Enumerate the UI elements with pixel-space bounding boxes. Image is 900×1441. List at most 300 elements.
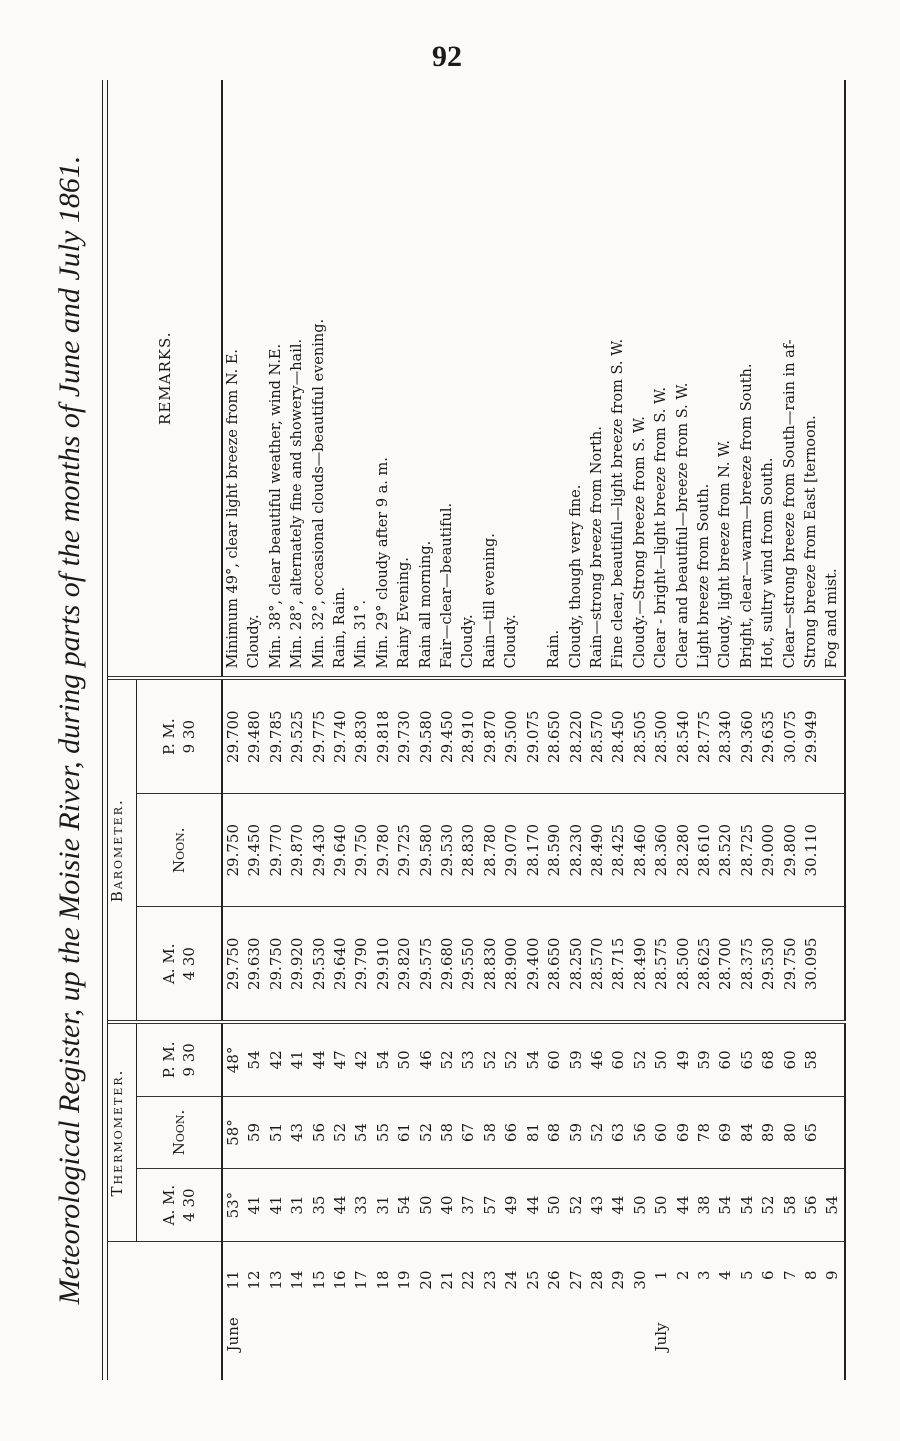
remarks-cell: Min. 28°, alternately fine and showery—hail. xyxy=(287,80,308,678)
remarks-cell: Clear - bright—light breeze from S. W. xyxy=(651,80,672,678)
thermo-pm-cell: 54 xyxy=(523,1022,544,1096)
date-cell xyxy=(822,1241,844,1380)
table-row xyxy=(394,80,415,1380)
thermo-pm-cell: 52 xyxy=(437,1022,458,1096)
baro-noon-cell: 28.360 xyxy=(651,793,672,907)
thermo-pm-cell: 65 xyxy=(737,1022,758,1096)
thermo-noon-cell: 52 xyxy=(587,1096,608,1169)
baro-pm-cell: 28.910 xyxy=(458,678,479,793)
thermo-am-cell: 41 xyxy=(244,1169,265,1242)
thermo-am-cell: 44 xyxy=(523,1169,544,1242)
thermo-noon-cell: 56 xyxy=(630,1096,651,1169)
thermo-noon-cell: 65 xyxy=(801,1096,822,1169)
day-label: 24 xyxy=(502,1270,521,1290)
thermo-noon-cell: 61 xyxy=(394,1096,415,1169)
thermo-noon-cell: 80 xyxy=(780,1096,801,1169)
date-cell xyxy=(222,1241,244,1380)
remarks-cell: Min. 32°, occasional clouds—beautiful evening. xyxy=(309,80,330,678)
baro-am-cell: 28.830 xyxy=(480,907,501,1022)
table-row xyxy=(437,80,458,1380)
baro-pm-cell: 29.635 xyxy=(758,678,779,793)
page-number: 92 xyxy=(432,40,462,73)
baro-noon-cell: 28.520 xyxy=(715,793,736,907)
remarks-cell: Rain all morning. xyxy=(416,80,437,678)
month-label: June xyxy=(224,1317,242,1352)
date-cell xyxy=(694,1241,715,1380)
date-cell xyxy=(330,1241,351,1380)
month-label: July xyxy=(652,1322,671,1352)
thermo-noon-cell: 56 xyxy=(309,1096,330,1169)
thermo-am-cell: 31 xyxy=(373,1169,394,1242)
thermo-am-cell: 52 xyxy=(758,1169,779,1242)
baro-noon-cell: 29.780 xyxy=(373,793,394,907)
thermo-noon-cell: 81 xyxy=(523,1096,544,1169)
table-row xyxy=(287,80,308,1380)
table-row xyxy=(780,80,801,1380)
baro-pm-cell: 29.870 xyxy=(480,678,501,793)
remarks-cell: Fine clear, beautiful—light breeze from S. W. xyxy=(608,80,629,678)
noon-label: Noon. xyxy=(170,827,188,874)
day-label: 23 xyxy=(480,1270,499,1290)
remarks-cell: Cloudy. xyxy=(244,80,265,678)
pm-label: P. M. xyxy=(160,1041,178,1079)
baro-am-cell: 28.715 xyxy=(608,907,629,1022)
thermo-am-cell: 44 xyxy=(608,1169,629,1242)
date-cell xyxy=(416,1241,437,1380)
day-label: 11 xyxy=(224,1270,242,1290)
baro-noon-cell: 29.770 xyxy=(266,793,287,907)
thermo-am-cell: 31 xyxy=(287,1169,308,1242)
baro-am-cell: 28.500 xyxy=(673,907,694,1022)
thermo-noon-cell: 52 xyxy=(330,1096,351,1169)
baro-noon-cell: 29.640 xyxy=(330,793,351,907)
baro-am-cell: 29.575 xyxy=(416,907,437,1022)
date-cell xyxy=(394,1241,415,1380)
thermo-pm-cell: 52 xyxy=(501,1022,522,1096)
table-body xyxy=(222,80,845,1380)
table-row xyxy=(244,80,265,1380)
baro-pm-cell: 30.075 xyxy=(780,678,801,793)
remarks-cell xyxy=(523,80,544,678)
baro-am-cell: 28.900 xyxy=(501,907,522,1022)
thermo-pm-cell: 47 xyxy=(330,1022,351,1096)
day-label: 1 xyxy=(652,1270,671,1281)
baro-pm-cell: 29.818 xyxy=(373,678,394,793)
day-label: 4 xyxy=(716,1270,735,1281)
thermo-am-cell: 44 xyxy=(673,1169,694,1242)
table-row xyxy=(630,80,651,1380)
baro-pm-cell: 28.500 xyxy=(651,678,672,793)
thermo-pm-cell: 60 xyxy=(608,1022,629,1096)
remarks-cell: Rainy Evening. xyxy=(394,80,415,678)
baro-noon-cell: 28.780 xyxy=(480,793,501,907)
remarks-cell: Cloudy. xyxy=(458,80,479,678)
baro-noon-cell: 29.450 xyxy=(244,793,265,907)
thermo-am-cell: 49 xyxy=(501,1169,522,1242)
register-title: Meteorological Register, up the Moisie River, during parts of the months of June and July 1861. xyxy=(53,155,86,1305)
thermo-pm-cell: 68 xyxy=(758,1022,779,1096)
table-row xyxy=(501,80,522,1380)
remarks-cell: Clear—strong breeze from South—rain in af- xyxy=(780,80,801,678)
day-label: 14 xyxy=(288,1270,307,1290)
baro-pm-cell: 29.075 xyxy=(523,678,544,793)
thermo-pm-cell: 54 xyxy=(373,1022,394,1096)
thermo-noon-cell: 68 xyxy=(544,1096,565,1169)
baro-am-cell: 29.910 xyxy=(373,907,394,1022)
remarks-cell: Cloudy. xyxy=(501,80,522,678)
thermo-noon-cell: 51 xyxy=(266,1096,287,1169)
baro-am-cell: 28.625 xyxy=(694,907,715,1022)
thermo-pm-cell: 46 xyxy=(587,1022,608,1096)
thermo-pm-cell: 50 xyxy=(651,1022,672,1096)
baro-am-cell: 28.375 xyxy=(737,907,758,1022)
thermo-noon-cell: 43 xyxy=(287,1096,308,1169)
table-row xyxy=(715,80,736,1380)
thermo-noon-cell: 54 xyxy=(351,1096,372,1169)
thermo-pm-cell: 46 xyxy=(416,1022,437,1096)
baro-am-cell: 29.640 xyxy=(330,907,351,1022)
date-cell xyxy=(544,1241,565,1380)
baro-pm-cell: 29.949 xyxy=(801,678,822,793)
thermo-am-cell: 50 xyxy=(544,1169,565,1242)
remarks-cell: Hot, sultry wind from South. xyxy=(758,80,779,678)
thermo-pm-cell: 60 xyxy=(715,1022,736,1096)
baro-am-cell: 28.700 xyxy=(715,907,736,1022)
table-row xyxy=(608,80,629,1380)
remarks-cell: Fair—clear—beautiful. xyxy=(437,80,458,678)
date-cell xyxy=(523,1241,544,1380)
date-cell xyxy=(373,1241,394,1380)
remarks-cell: Cloudy.—Strong breeze from S. W. xyxy=(630,80,651,678)
thermo-pm-cell: 58 xyxy=(801,1022,822,1096)
baro-pm-cell: 29.730 xyxy=(394,678,415,793)
thermo-noon-cell: 67 xyxy=(458,1096,479,1169)
baro-am-cell: 28.650 xyxy=(544,907,565,1022)
remarks-cell: Fog and mist. xyxy=(822,80,844,678)
date-cell xyxy=(480,1241,501,1380)
table-row xyxy=(758,80,779,1380)
day-label: 29 xyxy=(609,1270,628,1290)
thermo-am-cell: 43 xyxy=(587,1169,608,1242)
day-label: 18 xyxy=(373,1270,392,1290)
baro-am-cell: 28.575 xyxy=(651,907,672,1022)
baro-pm-cell: 29.525 xyxy=(287,678,308,793)
date-header xyxy=(108,1241,222,1380)
remarks-cell: Rain—till evening. xyxy=(480,80,501,678)
baro-noon-cell: 29.000 xyxy=(758,793,779,907)
thermo-am-cell: 57 xyxy=(480,1169,501,1242)
thermo-am-cell: 35 xyxy=(309,1169,330,1242)
day-label: 7 xyxy=(780,1270,799,1281)
date-cell xyxy=(608,1241,629,1380)
am-time-label: 4 30 xyxy=(180,947,198,981)
day-label: 6 xyxy=(759,1270,778,1281)
thermo-am-cell: 40 xyxy=(437,1169,458,1242)
thermo-am-cell: 54 xyxy=(715,1169,736,1242)
baro-pm-cell: 29.450 xyxy=(437,678,458,793)
baro-pm-cell: 28.450 xyxy=(608,678,629,793)
thermo-am-cell: 41 xyxy=(266,1169,287,1242)
day-label: 27 xyxy=(566,1270,585,1290)
thermo-pm-cell: 50 xyxy=(394,1022,415,1096)
day-label: 15 xyxy=(309,1270,328,1290)
baro-am-cell: 28.570 xyxy=(587,907,608,1022)
table-row xyxy=(737,80,758,1380)
remarks-cell: Min. 29° cloudy after 9 a. m. xyxy=(373,80,394,678)
day-label: 2 xyxy=(673,1270,692,1281)
date-cell xyxy=(673,1241,694,1380)
baro-noon-cell: 29.430 xyxy=(309,793,330,907)
thermo-pm-cell: 41 xyxy=(287,1022,308,1096)
table-row xyxy=(523,80,544,1380)
noon-label: Noon. xyxy=(170,1109,188,1156)
am-time-label: 4 30 xyxy=(180,1188,198,1222)
baro-pm-cell: 28.650 xyxy=(544,678,565,793)
baro-pm-cell: 29.775 xyxy=(309,678,330,793)
table-row xyxy=(330,80,351,1380)
table-row xyxy=(801,80,822,1380)
thermo-am-cell: 54 xyxy=(394,1169,415,1242)
table-row xyxy=(822,80,844,1380)
remarks-cell: Rain, Rain. xyxy=(330,80,351,678)
baro-noon-cell: 28.830 xyxy=(458,793,479,907)
thermo-noon-cell: 84 xyxy=(737,1096,758,1169)
baro-noon-cell: 28.280 xyxy=(673,793,694,907)
baro-am-cell: 29.530 xyxy=(309,907,330,1022)
baro-am-cell: 29.400 xyxy=(523,907,544,1022)
baro-noon-cell: 28.170 xyxy=(523,793,544,907)
baro-am-cell: 29.920 xyxy=(287,907,308,1022)
baro-pm-cell xyxy=(822,678,844,793)
baro-pm-cell: 29.785 xyxy=(266,678,287,793)
baro-pm-cell: 28.775 xyxy=(694,678,715,793)
thermo-pm-cell: 44 xyxy=(309,1022,330,1096)
thermo-pm-cell: 59 xyxy=(694,1022,715,1096)
remarks-cell: Min. 31°. xyxy=(351,80,372,678)
remarks-cell: Clear and beautiful—breeze from S. W. xyxy=(673,80,694,678)
date-cell xyxy=(780,1241,801,1380)
baro-noon-header xyxy=(137,793,223,907)
day-label: 28 xyxy=(587,1270,606,1290)
thermo-am-cell: 54 xyxy=(822,1169,844,1242)
baro-noon-cell: 30.110 xyxy=(801,793,822,907)
thermo-noon-cell xyxy=(822,1096,844,1169)
thermo-noon-cell: 66 xyxy=(501,1096,522,1169)
baro-pm-cell: 29.580 xyxy=(416,678,437,793)
date-cell xyxy=(309,1241,330,1380)
table-row xyxy=(566,80,587,1380)
day-label: 9 xyxy=(823,1270,842,1281)
date-cell xyxy=(715,1241,736,1380)
date-cell xyxy=(437,1241,458,1380)
day-label: 12 xyxy=(245,1270,264,1290)
day-label: 21 xyxy=(438,1270,457,1290)
day-label: 25 xyxy=(523,1270,542,1290)
am-label: A. M. xyxy=(160,943,178,985)
thermo-am-cell: 37 xyxy=(458,1169,479,1242)
date-cell xyxy=(758,1241,779,1380)
table-row xyxy=(416,80,437,1380)
date-cell xyxy=(244,1241,265,1380)
register-table-rotated xyxy=(50,80,850,1380)
meteorological-table xyxy=(108,80,846,1380)
remarks-cell: Rain. xyxy=(544,80,565,678)
baro-pm-cell: 28.570 xyxy=(587,678,608,793)
pm-time-label: 9 30 xyxy=(180,719,198,754)
baro-noon-cell: 28.425 xyxy=(608,793,629,907)
baro-noon-cell: 29.725 xyxy=(394,793,415,907)
baro-pm-cell: 29.700 xyxy=(222,678,244,793)
day-label: 22 xyxy=(459,1270,478,1290)
thermo-am-cell: 38 xyxy=(694,1169,715,1242)
baro-pm-cell: 29.360 xyxy=(737,678,758,793)
thermo-am-cell: 44 xyxy=(330,1169,351,1242)
baro-am-cell: 29.680 xyxy=(437,907,458,1022)
baro-am-cell: 29.750 xyxy=(222,907,244,1022)
thermo-am-cell: 50 xyxy=(630,1169,651,1242)
baro-pm-cell: 28.220 xyxy=(566,678,587,793)
baro-am-cell: 28.490 xyxy=(630,907,651,1022)
day-label: 20 xyxy=(416,1270,435,1290)
thermo-noon-cell: 59 xyxy=(244,1096,265,1169)
baro-noon-cell: 29.580 xyxy=(416,793,437,907)
thermo-am-cell: 52 xyxy=(566,1169,587,1242)
table-row xyxy=(266,80,287,1380)
date-cell xyxy=(630,1241,651,1380)
remarks-cell: Minimum 49°, clear light breeze from N. E. xyxy=(222,80,244,678)
thermo-pm-cell: 54 xyxy=(244,1022,265,1096)
baro-am-cell: 28.250 xyxy=(566,907,587,1022)
table-row xyxy=(480,80,501,1380)
thermo-am-cell: 50 xyxy=(416,1169,437,1242)
thermo-am-cell: 54 xyxy=(737,1169,758,1242)
thermo-noon-cell: 55 xyxy=(373,1096,394,1169)
thermo-noon-cell: 69 xyxy=(715,1096,736,1169)
baro-noon-cell: 29.750 xyxy=(351,793,372,907)
table-row xyxy=(587,80,608,1380)
thermo-noon-cell: 58 xyxy=(437,1096,458,1169)
baro-am-cell xyxy=(822,907,844,1022)
remarks-cell: Rain—strong breeze from North. xyxy=(587,80,608,678)
am-label: A. M. xyxy=(160,1184,178,1226)
date-cell xyxy=(287,1241,308,1380)
thermo-noon-cell: 69 xyxy=(673,1096,694,1169)
thermo-noon-cell: 63 xyxy=(608,1096,629,1169)
thermo-noon-cell: 52 xyxy=(416,1096,437,1169)
thermo-noon-header xyxy=(137,1096,223,1169)
baro-am-cell: 29.790 xyxy=(351,907,372,1022)
baro-am-cell: 29.820 xyxy=(394,907,415,1022)
table-row xyxy=(651,80,672,1380)
baro-am-cell: 29.530 xyxy=(758,907,779,1022)
thermo-pm-cell: 59 xyxy=(566,1022,587,1096)
date-cell xyxy=(801,1241,822,1380)
table-row xyxy=(458,80,479,1380)
table-row xyxy=(694,80,715,1380)
baro-pm-cell: 28.340 xyxy=(715,678,736,793)
remarks-cell: Cloudy, though very fine. xyxy=(566,80,587,678)
thermo-am-cell: 56 xyxy=(801,1169,822,1242)
thermo-noon-cell: 58 xyxy=(480,1096,501,1169)
baro-noon-cell: 29.800 xyxy=(780,793,801,907)
thermo-pm-cell: 52 xyxy=(630,1022,651,1096)
thermo-pm-cell xyxy=(822,1022,844,1096)
date-cell xyxy=(501,1241,522,1380)
thermo-pm-cell: 60 xyxy=(544,1022,565,1096)
baro-noon-cell: 29.530 xyxy=(437,793,458,907)
day-label: 19 xyxy=(395,1270,414,1290)
thermo-noon-cell: 60 xyxy=(651,1096,672,1169)
table-row xyxy=(544,80,565,1380)
thermo-pm-cell: 60 xyxy=(780,1022,801,1096)
baro-noon-cell: 28.610 xyxy=(694,793,715,907)
baro-noon-cell: 28.460 xyxy=(630,793,651,907)
date-cell xyxy=(587,1241,608,1380)
baro-noon-cell xyxy=(822,793,844,907)
baro-am-cell: 30.095 xyxy=(801,907,822,1022)
date-cell xyxy=(566,1241,587,1380)
baro-noon-cell: 29.750 xyxy=(222,793,244,907)
table-row xyxy=(673,80,694,1380)
thermo-pm-cell: 52 xyxy=(480,1022,501,1096)
baro-noon-cell: 28.590 xyxy=(544,793,565,907)
baro-pm-cell: 29.500 xyxy=(501,678,522,793)
thermo-pm-cell: 42 xyxy=(351,1022,372,1096)
barometer-header: Barometer. xyxy=(108,678,137,1022)
baro-noon-cell: 29.870 xyxy=(287,793,308,907)
date-cell xyxy=(737,1241,758,1380)
thermo-am-header xyxy=(137,1169,223,1242)
day-label: 26 xyxy=(545,1270,564,1290)
baro-am-cell: 29.630 xyxy=(244,907,265,1022)
day-label: 3 xyxy=(694,1270,713,1281)
baro-pm-cell: 29.740 xyxy=(330,678,351,793)
thermo-am-cell: 33 xyxy=(351,1169,372,1242)
date-cell xyxy=(651,1241,672,1380)
day-label: 13 xyxy=(266,1270,285,1290)
baro-noon-cell: 28.490 xyxy=(587,793,608,907)
baro-pm-cell: 29.480 xyxy=(244,678,265,793)
thermo-pm-cell: 48° xyxy=(222,1022,244,1096)
pm-time-label: 9 30 xyxy=(180,1043,198,1077)
baro-noon-cell: 29.070 xyxy=(501,793,522,907)
date-cell xyxy=(351,1241,372,1380)
thermometer-header: Thermometer. xyxy=(108,1022,137,1241)
day-label: 16 xyxy=(331,1270,350,1290)
table-row xyxy=(309,80,330,1380)
baro-pm-header xyxy=(137,678,223,793)
baro-noon-cell: 28.230 xyxy=(566,793,587,907)
pm-label: P. M. xyxy=(160,718,178,756)
baro-pm-cell: 28.505 xyxy=(630,678,651,793)
table-row xyxy=(373,80,394,1380)
day-label: 5 xyxy=(737,1270,756,1281)
table-row xyxy=(351,80,372,1380)
day-label: 8 xyxy=(801,1270,820,1281)
date-cell xyxy=(458,1241,479,1380)
thermo-noon-cell: 59 xyxy=(566,1096,587,1169)
baro-am-cell: 29.750 xyxy=(266,907,287,1022)
thermo-pm-cell: 42 xyxy=(266,1022,287,1096)
remarks-cell: Cloudy, light breeze from N. W. xyxy=(715,80,736,678)
thermo-pm-cell: 49 xyxy=(673,1022,694,1096)
day-label: 17 xyxy=(352,1270,371,1290)
baro-am-cell: 29.550 xyxy=(458,907,479,1022)
thermo-noon-cell: 78 xyxy=(694,1096,715,1169)
baro-noon-cell: 28.725 xyxy=(737,793,758,907)
remarks-header: REMARKS. xyxy=(108,80,222,678)
thermo-pm-cell: 53 xyxy=(458,1022,479,1096)
